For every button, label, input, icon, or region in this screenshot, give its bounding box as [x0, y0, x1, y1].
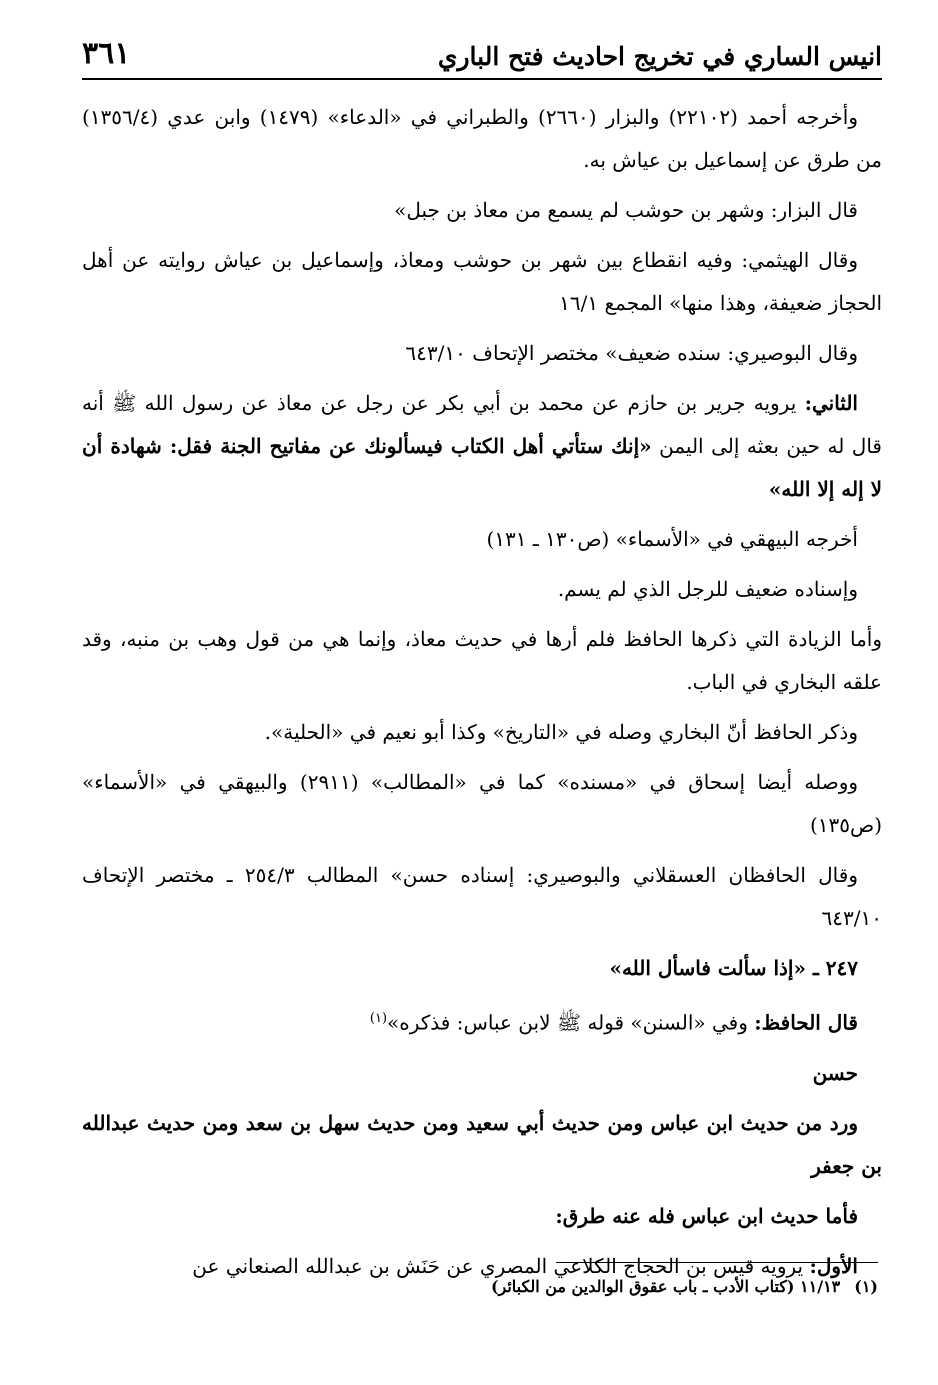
- page-number: ٣٦١: [82, 36, 131, 71]
- page-header: [82, 36, 882, 80]
- paragraph-qala-alhafiz: قال الحافظ: وفي «السنن» قوله ﷺ لابن عباس: فذكره»$^{(١)}$: [369, 1010, 858, 1035]
- paragraph-takhrij-ahmad: وأخرجه أحمد (٢٢١٠٢) والبزار (٢٦٦٠) والطبراني في «الدعاء» (١٤٧٩) وابن عدي (١٣٥٦/٤) من طرق عن إسماعيل بن عياش به.: [82, 105, 882, 172]
- page-body: [82, 96, 882, 1295]
- footnote-rule: [556, 1262, 878, 1263]
- footnote-marker[interactable]: (١): [369, 1011, 388, 1026]
- paragraph-isnad-weak: وإسناده ضعيف للرجل الذي لم يسم.: [557, 577, 858, 601]
- header-rule: [82, 78, 882, 80]
- hadith-heading-247: ٢٤٧ ـ «إذا سألت فاسأل الله»: [609, 956, 858, 980]
- footnote: [88, 1277, 878, 1296]
- grading-label: حسن: [812, 1060, 858, 1085]
- paragraph-first-route: الأول: يرويه قيس بن الحجاج الكلاعي المصري عن حَنَش بن عبدالله الصنعاني عن: [192, 1253, 858, 1278]
- paragraph-second-route: الثاني: يرويه جرير بن حازم عن محمد بن أبي بكر عن رجل عن معاذ عن رسول الله ﷺ أنه قال له حين بعثه إلى اليمن «إنك ستأتي أهل الكتاب فيسألونك عن مفاتيح الجنة فقل: شهادة أن لا إله إلا الله»: [82, 391, 882, 501]
- paragraph-addition: وأما الزيادة التي ذكرها الحافظ فلم أرها في حديث معاذ، وإنما هي من قول وهب بن منبه، وقد علقه البخاري في الباب.: [82, 627, 882, 694]
- hadith-text: «إنك ستأتي أهل الكتاب فيسألونك عن مفاتيح الجنة فقل: شهادة أن لا إله إلا الله»: [82, 434, 882, 501]
- paragraph-ishaq: ووصله أيضا إسحاق في «مسنده» كما في «المطالب» (٢٩١١) والبيهقي في «الأسماء» (ص١٣٥): [82, 770, 882, 837]
- paragraph-ibn-abbas-routes: فأما حديث ابن عباس فله عنه طرق:: [555, 1203, 858, 1228]
- paragraph-haythami-quote: وقال الهيثمي: وفيه انقطاع بين شهر بن حوشب ومعاذ، وإسماعيل بن عياش روايته عن أهل الحجاز ضعيفة، وهذا منها» المجمع ١٦/١: [82, 248, 882, 315]
- paragraph-lead: قال الحافظ:: [754, 1010, 858, 1035]
- paragraph-hafiz-mention: وذكر الحافظ أنّ البخاري وصله في «التاريخ» وكذا أبو نعيم في «الحلية».: [264, 720, 858, 744]
- running-title: انيس الساري في تخريج احاديث فتح الباري: [437, 42, 882, 71]
- paragraph-lead: الأول:: [809, 1253, 858, 1278]
- footnote-text: ١١/١٣ (كتاب الأدب ـ باب عقوق الوالدين من الكبائر): [490, 1277, 841, 1296]
- paragraph-sources: ورد من حديث ابن عباس ومن حديث أبي سعيد ومن حديث سهل بن سعد ومن حديث عبدالله بن جعفر: [82, 1110, 882, 1178]
- paragraph-bazzar-quote: قال البزار: وشهر بن حوشب لم يسمع من معاذ بن جبل»: [394, 198, 858, 222]
- paragraph-bayhaqi: أخرجه البيهقي في «الأسماء» (ص١٣٠ ـ ١٣١): [486, 527, 858, 551]
- paragraph-hafizan: وقال الحافظان العسقلاني والبوصيري: إسناده حسن» المطالب ٢٥٤/٣ ـ مختصر الإتحاف ٦٤٣/١٠: [82, 863, 882, 930]
- footnote-number: (١): [854, 1277, 878, 1296]
- paragraph-busiri-quote: وقال البوصيري: سنده ضعيف» مختصر الإتحاف ٦٤٣/١٠: [405, 341, 858, 365]
- paragraph-lead: الثاني:: [804, 391, 858, 415]
